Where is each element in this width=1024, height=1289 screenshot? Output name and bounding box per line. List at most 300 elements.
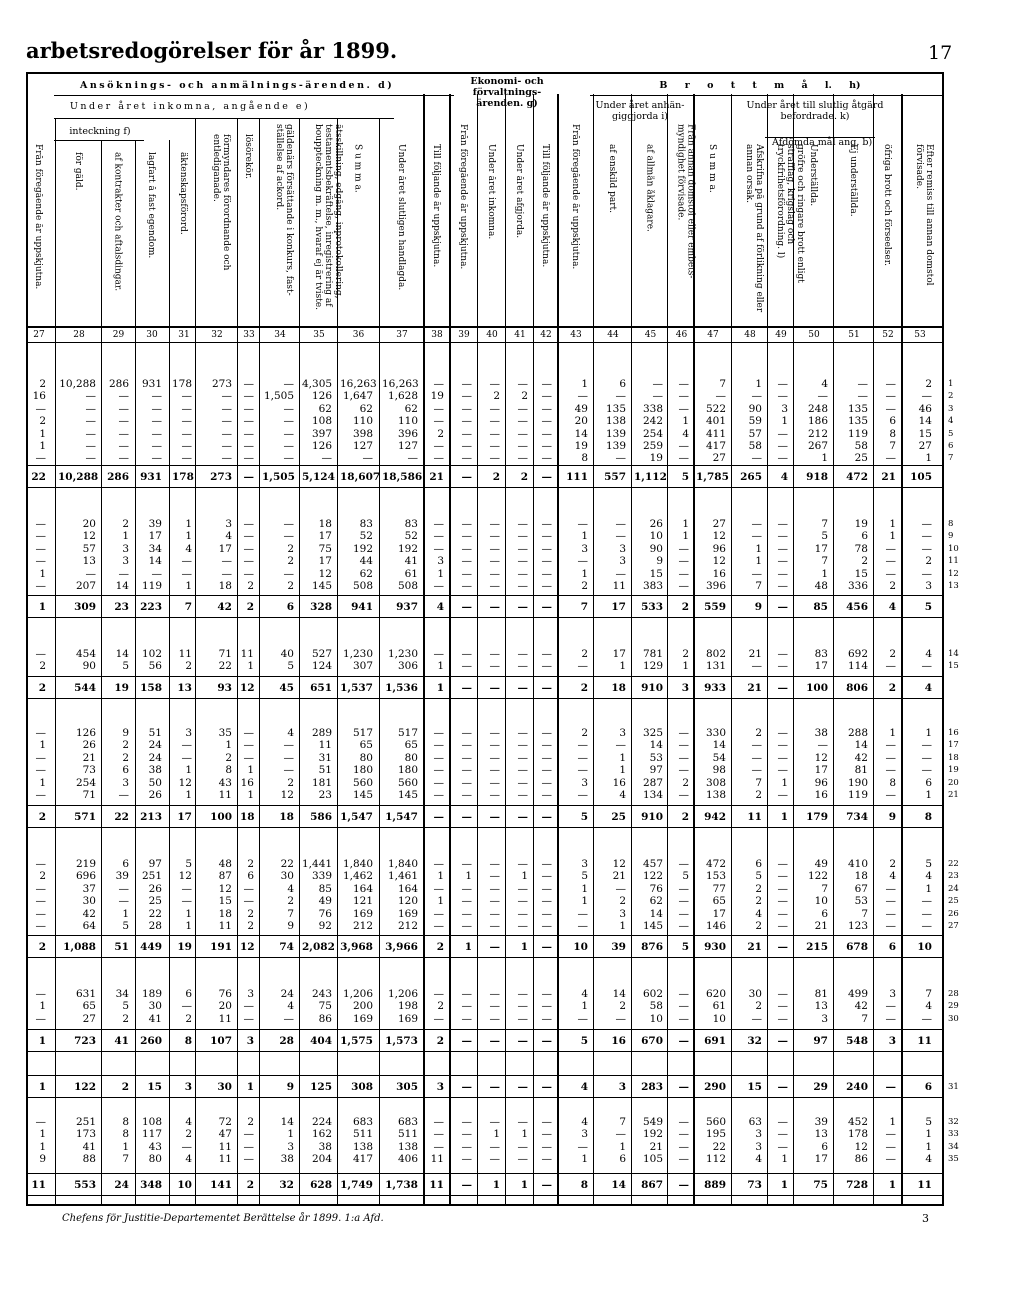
table-cell: 23: [114, 601, 129, 613]
header-inteckning: inteckning f): [69, 126, 131, 137]
table-cell: —: [85, 427, 96, 440]
table-cell: 29: [813, 1081, 828, 1093]
column-number: 38: [431, 330, 443, 340]
table-cell: —: [885, 882, 896, 895]
table-cell: 17: [814, 660, 828, 673]
table-cell: —: [517, 415, 528, 428]
row-number: 29: [948, 1001, 959, 1012]
table-cell: —: [678, 567, 689, 580]
table-cell: 191: [210, 941, 232, 953]
table-cell: 1: [781, 1153, 788, 1166]
table-cell: 12: [280, 789, 294, 801]
table-cell: 74: [279, 941, 294, 953]
table-cell: 1: [38, 1035, 46, 1047]
table-cell: 1: [925, 1140, 932, 1153]
table-cell: 11: [917, 1179, 932, 1191]
table-cell: 41: [82, 1140, 96, 1153]
table-cell: —: [517, 452, 528, 465]
table-cell: —: [181, 739, 192, 752]
table-cell: 138: [397, 1140, 418, 1153]
table-cell: 9: [286, 1081, 294, 1093]
table-cell: —: [221, 452, 232, 465]
table-cell: —: [243, 1012, 254, 1025]
table-cell: —: [541, 440, 552, 452]
table-cell: —: [615, 882, 626, 895]
table-cell: 127: [397, 440, 418, 452]
table-cell: 16: [240, 776, 254, 789]
table-cell: 75: [318, 542, 332, 555]
table-cell: 1: [122, 530, 129, 543]
table-cell: —: [433, 739, 444, 752]
column-label: Från föregående år uppskjutna.: [570, 124, 580, 270]
table-cell: 2: [889, 858, 896, 870]
table-cell: 8: [184, 1035, 192, 1047]
table-cell: 4: [287, 882, 294, 895]
table-cell: —: [517, 567, 528, 580]
column-label: för gäld.: [73, 152, 83, 191]
column-label: öfriga brott och förseelser.: [882, 144, 892, 266]
header-ekonomi: Ekonomi- och förvaltnings- ärenden. g): [470, 76, 544, 109]
column-number: 36: [352, 330, 365, 340]
table-cell: 1: [889, 530, 896, 543]
table-cell: 6: [286, 601, 294, 613]
table-cell: 1: [925, 789, 932, 801]
table-cell: —: [921, 920, 932, 932]
table-cell: 223: [140, 601, 162, 613]
table-cell: —: [283, 567, 294, 580]
table-cell: —: [461, 567, 472, 580]
table-cell: 1: [247, 764, 254, 777]
table-cell: 867: [641, 1179, 663, 1191]
table-cell: 41: [114, 1035, 129, 1047]
table-cell: —: [751, 567, 762, 580]
table-cell: 37: [82, 882, 96, 895]
table-cell: 1: [437, 895, 444, 908]
table-cell: —: [35, 542, 46, 555]
block-rule: [26, 957, 944, 958]
table-cell: 180: [352, 764, 373, 777]
table-cell: —: [35, 402, 46, 415]
table-cell: 61: [404, 567, 418, 580]
table-cell: 13: [814, 1000, 828, 1013]
table-cell: 404: [310, 1035, 332, 1047]
table-cell: 17: [318, 555, 332, 568]
table-cell: —: [243, 895, 254, 908]
table-cell: —: [541, 920, 552, 932]
table-cell: 15: [918, 427, 932, 440]
table-cell: 204: [311, 1153, 332, 1166]
column-rule: [477, 94, 478, 1206]
table-cell: —: [243, 751, 254, 764]
table-cell: —: [243, 427, 254, 440]
table-cell: —: [678, 1035, 689, 1047]
table-cell: 4: [185, 1116, 192, 1128]
table-cell: —: [885, 542, 896, 555]
table-cell: 21: [747, 941, 762, 953]
column-rule: [593, 94, 594, 1206]
table-cell: 930: [704, 941, 726, 953]
table-cell: 17: [712, 907, 726, 920]
table-cell: —: [921, 764, 932, 777]
table-cell: 93: [217, 682, 232, 694]
table-cell: 3: [755, 1128, 762, 1141]
table-cell: —: [489, 402, 500, 415]
table-cell: —: [777, 789, 788, 801]
table-cell: —: [517, 776, 528, 789]
table-cell: 1: [780, 1179, 788, 1191]
table-cell: —: [489, 440, 500, 452]
table-cell: —: [461, 789, 472, 801]
table-cell: 21: [429, 471, 444, 483]
table-cell: —: [283, 518, 294, 530]
table-cell: 1,505: [262, 471, 295, 483]
table-cell: 180: [397, 764, 418, 777]
table-cell: 141: [210, 1179, 232, 1191]
block-rule: [26, 595, 944, 596]
table-cell: 306: [397, 660, 418, 673]
table-cell: 260: [140, 1035, 162, 1047]
table-cell: —: [433, 1128, 444, 1141]
table-cell: —: [678, 988, 689, 1000]
table-cell: —: [678, 1140, 689, 1153]
table-cell: 169: [397, 1012, 418, 1025]
table-cell: 2: [436, 1035, 444, 1047]
table-cell: 3: [122, 542, 129, 555]
table-cell: —: [243, 518, 254, 530]
row-number: 17: [948, 740, 959, 751]
table-cell: 58: [649, 1000, 663, 1013]
table-cell: 18: [279, 811, 294, 823]
table-cell: —: [541, 1153, 552, 1166]
table-cell: 51: [148, 727, 162, 739]
table-cell: 22: [280, 858, 294, 870]
table-cell: —: [921, 518, 932, 530]
table-cell: —: [517, 580, 528, 592]
table-cell: —: [541, 870, 552, 883]
table-cell: 2: [437, 1000, 444, 1013]
table-cell: —: [577, 751, 588, 764]
table-cell: —: [541, 542, 552, 555]
column-number: 49: [775, 330, 787, 340]
table-cell: —: [243, 471, 254, 483]
block-rule: [26, 1195, 944, 1196]
table-cell: —: [118, 567, 129, 580]
table-cell: 12: [178, 776, 192, 789]
table-cell: —: [489, 811, 500, 823]
table-cell: 728: [846, 1179, 868, 1191]
column-label: S u m m a.: [707, 144, 717, 193]
block-rule: [26, 805, 944, 806]
table-cell: —: [283, 1012, 294, 1025]
table-cell: 12: [240, 682, 255, 694]
table-cell: —: [433, 542, 444, 555]
table-cell: 691: [704, 1035, 726, 1047]
table-cell: 8: [581, 452, 588, 465]
table-cell: 2: [755, 882, 762, 895]
table-cell: 2: [581, 648, 588, 660]
table-cell: 2: [682, 776, 689, 789]
table-cell: 2: [287, 895, 294, 908]
table-cell: 1: [581, 882, 588, 895]
table-cell: 499: [847, 988, 868, 1000]
table-cell: —: [461, 440, 472, 452]
row-number: 18: [948, 752, 959, 763]
table-cell: —: [751, 1012, 762, 1025]
table-cell: 3: [821, 1012, 828, 1025]
table-cell: —: [678, 727, 689, 739]
table-cell: —: [461, 648, 472, 660]
table-cell: —: [35, 1116, 46, 1128]
page-number: 17: [928, 42, 953, 64]
table-cell: 16: [611, 1035, 626, 1047]
table-cell: —: [885, 390, 896, 403]
table-cell: 2: [580, 682, 588, 694]
table-cell: 1: [619, 751, 626, 764]
table-cell: —: [777, 870, 788, 883]
table-cell: 4: [888, 601, 896, 613]
table-cell: 1: [889, 518, 896, 530]
table-cell: 4: [287, 727, 294, 739]
header-rule: [54, 118, 394, 119]
table-cell: 65: [404, 739, 418, 752]
table-cell: 32: [747, 1035, 762, 1047]
table-cell: —: [85, 452, 96, 465]
row-number: 2: [948, 391, 954, 402]
table-cell: —: [541, 882, 552, 895]
block-rule: [26, 1051, 944, 1052]
table-cell: —: [615, 567, 626, 580]
table-cell: 5: [924, 601, 932, 613]
table-cell: 2: [619, 1000, 626, 1013]
table-cell: 5: [755, 870, 762, 883]
table-cell: 571: [74, 811, 96, 823]
table-cell: 22: [31, 471, 46, 483]
table-cell: 62: [359, 567, 373, 580]
column-label: Till följande år uppskjutna.: [540, 144, 550, 268]
table-cell: 12: [318, 567, 332, 580]
table-cell: 62: [318, 402, 332, 415]
table-cell: —: [517, 530, 528, 543]
table-cell: —: [489, 882, 500, 895]
table-cell: —: [777, 1000, 788, 1013]
table-cell: —: [489, 1116, 500, 1128]
table-cell: —: [461, 542, 472, 555]
table-cell: 3: [247, 988, 254, 1000]
table-cell: —: [461, 1116, 472, 1128]
table-cell: 3: [619, 542, 626, 555]
table-cell: 114: [847, 660, 868, 673]
table-cell: 457: [642, 858, 663, 870]
table-cell: 27: [918, 440, 932, 452]
table-cell: 1: [925, 882, 932, 895]
table-cell: 2: [247, 920, 254, 932]
table-cell: 3: [925, 580, 932, 592]
table-cell: 105: [910, 471, 932, 483]
table-cell: —: [489, 739, 500, 752]
table-cell: 18,607: [340, 471, 381, 483]
table-cell: 108: [141, 1116, 162, 1128]
table-cell: —: [517, 895, 528, 908]
table-cell: —: [615, 390, 626, 403]
table-cell: —: [517, 811, 528, 823]
table-cell: —: [433, 776, 444, 789]
table-cell: —: [461, 1000, 472, 1013]
table-cell: —: [243, 542, 254, 555]
table-cell: —: [517, 1012, 528, 1025]
table-cell: —: [35, 452, 46, 465]
table-cell: 11: [318, 739, 332, 752]
table-cell: —: [921, 1012, 932, 1025]
table-cell: 17: [148, 530, 162, 543]
table-cell: 20: [218, 1000, 232, 1013]
table-cell: 138: [705, 789, 726, 801]
table-cell: 24: [280, 988, 294, 1000]
table-cell: —: [921, 739, 932, 752]
table-cell: —: [118, 895, 129, 908]
row-number: 8: [948, 519, 954, 529]
column-label: Under året afgjorda.: [514, 144, 524, 239]
table-cell: —: [517, 1000, 528, 1013]
table-cell: 14: [148, 555, 162, 568]
table-cell: 21: [612, 870, 626, 883]
table-cell: 5: [581, 870, 588, 883]
table-cell: —: [678, 1116, 689, 1128]
table-cell: 267: [807, 440, 828, 452]
table-cell: 12: [218, 882, 232, 895]
table-cell: —: [678, 555, 689, 568]
table-cell: 11: [218, 789, 232, 801]
table-cell: 164: [352, 882, 373, 895]
table-cell: 2: [39, 870, 46, 883]
table-cell: 38: [318, 1140, 332, 1153]
table-cell: 1: [493, 1128, 500, 1141]
table-cell: —: [461, 895, 472, 908]
table-cell: —: [243, 1128, 254, 1141]
table-cell: 54: [712, 751, 726, 764]
table-cell: —: [777, 555, 788, 568]
table-cell: —: [118, 427, 129, 440]
row-number: 32: [948, 1117, 959, 1127]
table-cell: 14: [574, 427, 588, 440]
table-cell: 4: [780, 471, 788, 483]
table-cell: —: [489, 530, 500, 543]
column-label: af allmän åklagare.: [644, 144, 655, 232]
table-cell: —: [541, 895, 552, 908]
table-cell: 1: [581, 895, 588, 908]
table-cell: 7: [821, 882, 828, 895]
table-cell: 48: [814, 580, 828, 592]
table-cell: —: [461, 1128, 472, 1141]
table-cell: 192: [352, 542, 373, 555]
header-rule: [590, 95, 942, 96]
table-cell: 2: [681, 601, 689, 613]
table-cell: —: [517, 402, 528, 415]
table-cell: 22: [114, 811, 129, 823]
table-cell: —: [35, 764, 46, 777]
table-cell: —: [777, 1012, 788, 1025]
table-cell: —: [678, 1000, 689, 1013]
row-number: 28: [948, 989, 959, 999]
table-cell: 1,547: [340, 811, 373, 823]
table-cell: 15: [147, 1081, 162, 1093]
table-cell: 1: [185, 907, 192, 920]
column-rule: [259, 118, 260, 1206]
table-cell: —: [489, 1153, 500, 1166]
table-cell: 338: [642, 402, 663, 415]
table-cell: —: [777, 530, 788, 543]
table-cell: 138: [605, 415, 626, 428]
row-number: 25: [948, 896, 959, 907]
table-cell: —: [517, 858, 528, 870]
table-cell: —: [181, 427, 192, 440]
table-cell: —: [921, 751, 932, 764]
table-cell: 64: [82, 920, 96, 932]
table-cell: —: [489, 567, 500, 580]
table-cell: 219: [75, 858, 96, 870]
column-label: gröfre och ringare brott enligt strafflag, krigslag och tryckfrihetsförordning. l): [775, 144, 805, 283]
table-cell: —: [283, 452, 294, 465]
table-cell: 290: [704, 1081, 726, 1093]
column-number: 51: [848, 330, 860, 340]
table-cell: —: [678, 1081, 689, 1093]
table-cell: 4: [821, 378, 828, 390]
table-cell: 35: [218, 727, 232, 739]
table-cell: 11: [917, 1035, 932, 1047]
table-cell: 126: [311, 390, 332, 403]
table-cell: —: [517, 764, 528, 777]
table-cell: 98: [712, 764, 726, 777]
table-cell: 1: [39, 1000, 46, 1013]
table-cell: 308: [705, 776, 726, 789]
table-cell: 3: [122, 776, 129, 789]
table-cell: 527: [311, 648, 332, 660]
page-title: arbetsredogörelser för år 1899.: [26, 38, 398, 63]
table-cell: 10: [917, 941, 932, 953]
table-cell: —: [777, 378, 788, 390]
table-cell: 26: [148, 789, 162, 801]
table-cell: 942: [704, 811, 726, 823]
table-cell: —: [885, 739, 896, 752]
table-cell: 4: [925, 648, 932, 660]
block-rule: [26, 676, 944, 677]
table-cell: 2: [520, 471, 528, 483]
table-cell: —: [857, 378, 868, 390]
table-cell: —: [541, 1081, 552, 1093]
table-cell: 5: [580, 1035, 588, 1047]
column-rule: [901, 94, 903, 1206]
header-bottom-rule: [26, 326, 944, 328]
table-cell: 602: [642, 988, 663, 1000]
column-rule: [873, 94, 874, 1206]
table-cell: —: [433, 518, 444, 530]
table-cell: 59: [748, 415, 762, 428]
table-cell: —: [461, 530, 472, 543]
table-cell: —: [118, 440, 129, 452]
table-cell: 4: [889, 870, 896, 883]
table-cell: 1: [889, 1116, 896, 1128]
table-cell: 12: [612, 858, 626, 870]
table-cell: 4,305: [302, 378, 333, 390]
table-cell: 73: [747, 1179, 762, 1191]
table-cell: —: [678, 378, 689, 390]
table-cell: 254: [642, 427, 663, 440]
column-rule: [667, 94, 668, 1206]
table-cell: 2: [681, 811, 689, 823]
table-cell: 1,628: [387, 390, 418, 403]
table-cell: 2: [287, 776, 294, 789]
table-cell: 560: [397, 776, 418, 789]
table-cell: 2: [39, 378, 46, 390]
